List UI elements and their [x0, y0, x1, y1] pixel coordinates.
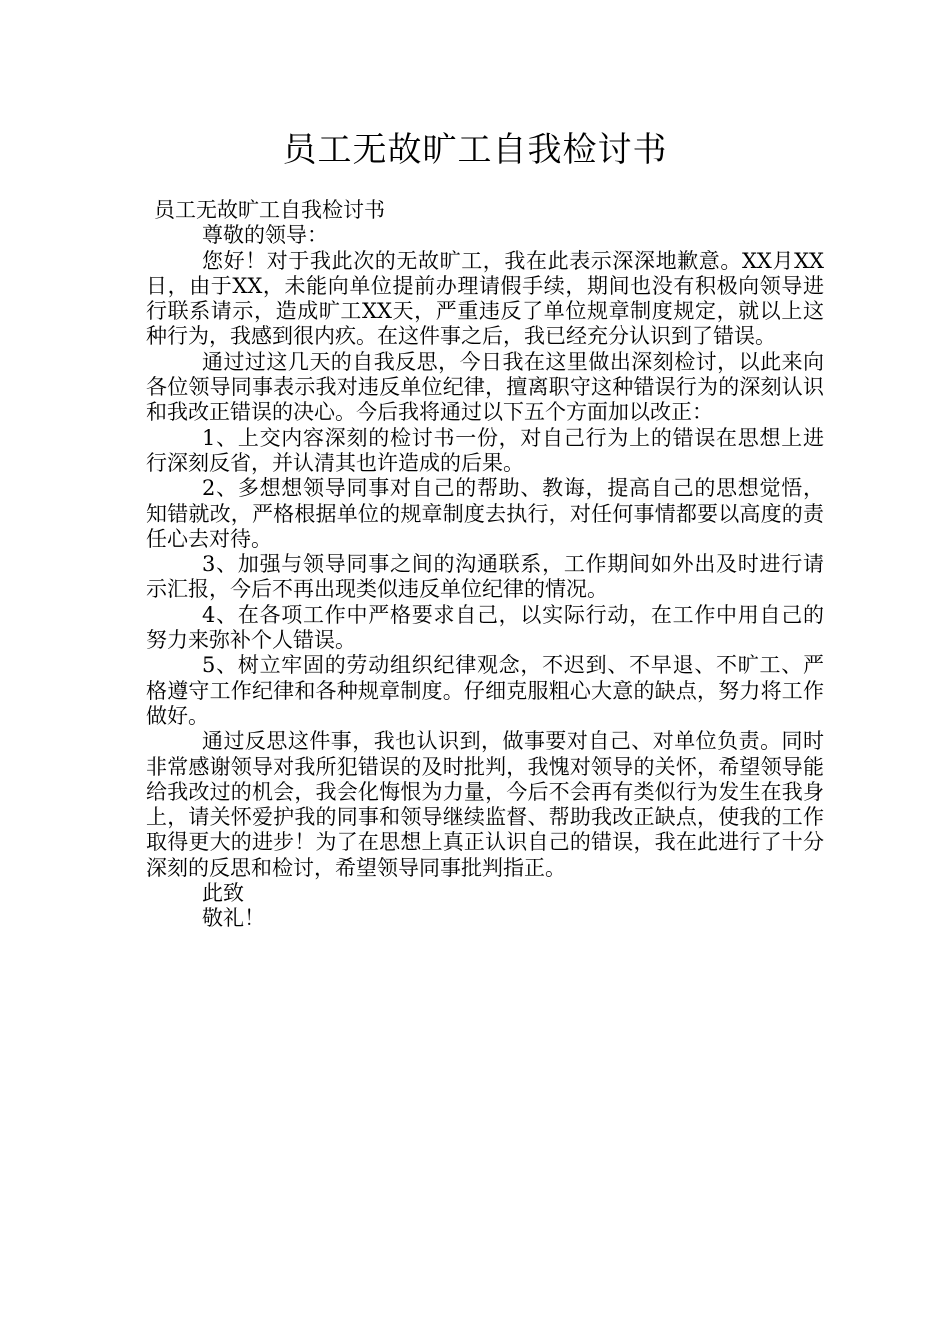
salutation: 尊敬的领导： — [202, 223, 328, 248]
list-item-3: 3、加强与领导同事之间的沟通联系，工作期间如外出及时进行请示汇报，今后不再出现类似违反单位纪律的情况。 — [146, 552, 824, 602]
document-subtitle: 员工无故旷工自我检讨书 — [154, 198, 385, 222]
page-title: 员工无故旷工自我检讨书 — [282, 130, 668, 170]
paragraph-reflection: 通过过这几天的自我反思，今日我在这里做出深刻检讨，以此来向各位领导同事表示我对违反单位纪律，擅离职守这种错误行为的深刻认识和我改正错误的决心。今后我将通过以下五个方面加以改正： — [146, 349, 824, 425]
list-item-2: 2、多想想领导同事对自己的帮助、教诲，提高自己的思想觉悟，知错就改，严格根据单位的规章制度去执行，对任何事情都要以高度的责任心去对待。 — [146, 476, 824, 551]
paragraph-conclusion: 通过反思这件事，我也认识到，做事要对自己、对单位负责。同时非常感谢领导对我所犯错误的及时批判，我愧对领导的关怀，希望领导能给我改过的机会，我会化悔恨为力量，今后不会再有类似行为发生在我身上，请关怀爱护我的同事和领导继续监督、帮助我改正缺点，使我的工作取得更大的进步！为了在思想上真正认识自己的错误，我在此进行了十分深刻的反思和检讨，希望领导同事批判指正。 — [146, 729, 824, 880]
list-item-4: 4、在各项工作中严格要求自己，以实际行动，在工作中用自己的努力来弥补个人错误。 — [146, 602, 824, 653]
closing-line-2: 敬礼！ — [202, 906, 265, 931]
list-item-1: 1、上交内容深刻的检讨书一份，对自己行为上的错误在思想上进行深刻反省，并认清其也许造成的后果。 — [146, 425, 824, 475]
paragraph-apology: 您好！对于我此次的无故旷工，我在此表示深深地歉意。XX月XX日，由于XX，未能向单位提前办理请假手续，期间也没有积极向领导进行联系请示，造成旷工XX天，严重违反了单位规章制度规定，就以上这种行为，我感到很内疚。在这件事之后，我已经充分认识到了错误。 — [146, 248, 824, 349]
closing-line-1: 此致 — [202, 881, 244, 906]
list-item-5: 5、树立牢固的劳动组织纪律观念，不迟到、不早退、不旷工、严格遵守工作纪律和各种规章制度。仔细克服粗心大意的缺点，努力将工作做好。 — [146, 653, 824, 728]
document-body — [146, 198, 824, 932]
